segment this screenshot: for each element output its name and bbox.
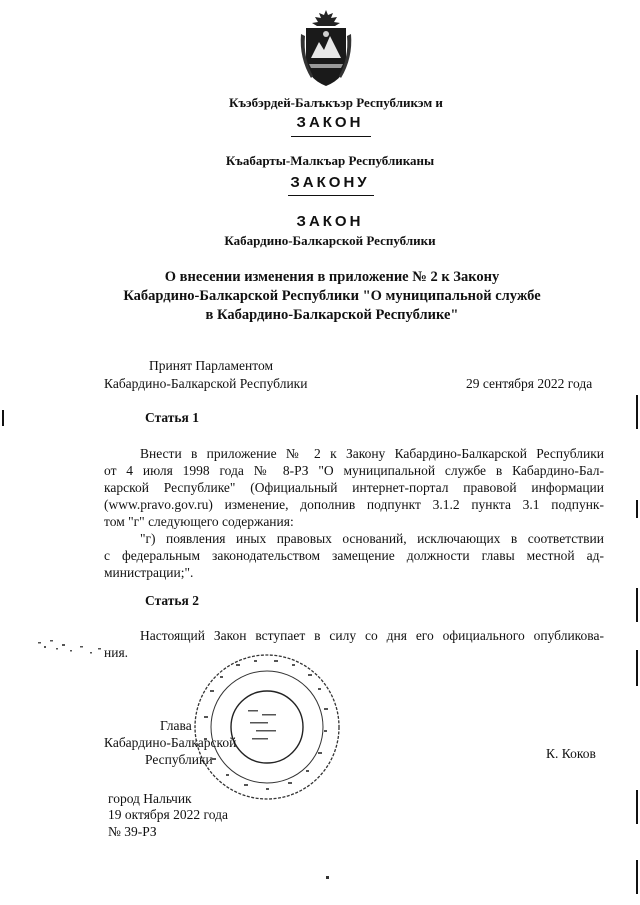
body-line: том "г" следующего содержания: <box>104 514 294 529</box>
body-line: Настоящий Закон вступает в силу со дня его официального опубликова- <box>140 628 604 643</box>
article-2-heading: Статья 2 <box>145 593 199 608</box>
scan-edge-mark <box>2 410 4 426</box>
signatory-name: К. Коков <box>546 746 596 761</box>
scan-speckle <box>36 636 106 662</box>
scan-edge-mark <box>636 500 638 518</box>
body-line: министрации;". <box>104 565 194 580</box>
header-law-russian: ЗАКОН <box>296 213 364 230</box>
article-1-body <box>104 445 604 581</box>
adopted-by-label: Принят Парламентом <box>149 358 273 373</box>
header-law-balkar: ЗАКОНУ <box>290 174 370 191</box>
title-line: Кабардино-Балкарской Республики "О муниципальной службе <box>123 288 541 304</box>
article-2-body <box>104 627 604 661</box>
signature-republic-end: Республики <box>145 752 213 767</box>
scan-edge-mark <box>636 588 638 622</box>
header-russian-line: Кабардино-Балкарской Республики <box>224 233 436 248</box>
body-line: от 4 июля 1998 года № 8-РЗ "О муниципальной службе в Кабардино-Бал- <box>104 463 604 478</box>
body-line: Внести в приложение № 2 к Закону Кабардино-Балкарской Республики <box>140 446 604 461</box>
title-line: в Кабардино-Балкарской Республике" <box>205 307 459 323</box>
official-seal-icon <box>190 650 344 804</box>
header-kabardian-line: Къэбэрдей-Балъкъэр Республикэм и <box>229 95 443 110</box>
body-line: карской Республике" (Официальный интернет-портал правовой информации <box>104 480 604 495</box>
header-law-kabardian: ЗАКОН <box>296 114 364 131</box>
scan-edge-mark <box>636 395 638 429</box>
article-1-heading: Статья 1 <box>145 410 199 425</box>
divider <box>288 195 374 196</box>
body-line: ния. <box>104 645 129 660</box>
adopted-date: 29 сентября 2022 года <box>466 376 593 391</box>
divider <box>291 136 371 137</box>
scan-edge-mark <box>636 650 638 686</box>
body-line: "г) появления иных правовых оснований, исключающих в соответствии <box>140 531 604 546</box>
issue-city: город Нальчик <box>108 791 192 806</box>
title-line: О внесении изменения в приложение № 2 к Закону <box>164 269 500 285</box>
adopted-parliament: Кабардино-Балкарской Республики <box>104 376 308 391</box>
document-title <box>12 268 640 325</box>
body-line: с федеральным законодательством замещение должности главы местной ад- <box>104 548 604 563</box>
coat-of-arms-icon <box>297 8 355 88</box>
law-number: № 39-РЗ <box>108 824 157 839</box>
body-line: (www.pravo.gov.ru) изменение, дополнив подпункт 3.1.2 пункта 3.1 подпунк- <box>104 497 604 512</box>
issue-date: 19 октября 2022 года <box>108 807 228 822</box>
scan-edge-mark <box>636 860 638 894</box>
signature-title: Глава <box>160 718 192 733</box>
signature-republic: Кабардино-Балкарской <box>104 735 237 750</box>
header-balkar-line: Къабарты-Малкъар Республиканы <box>225 153 435 168</box>
scan-edge-mark <box>636 790 638 824</box>
scan-speckle <box>326 876 329 879</box>
